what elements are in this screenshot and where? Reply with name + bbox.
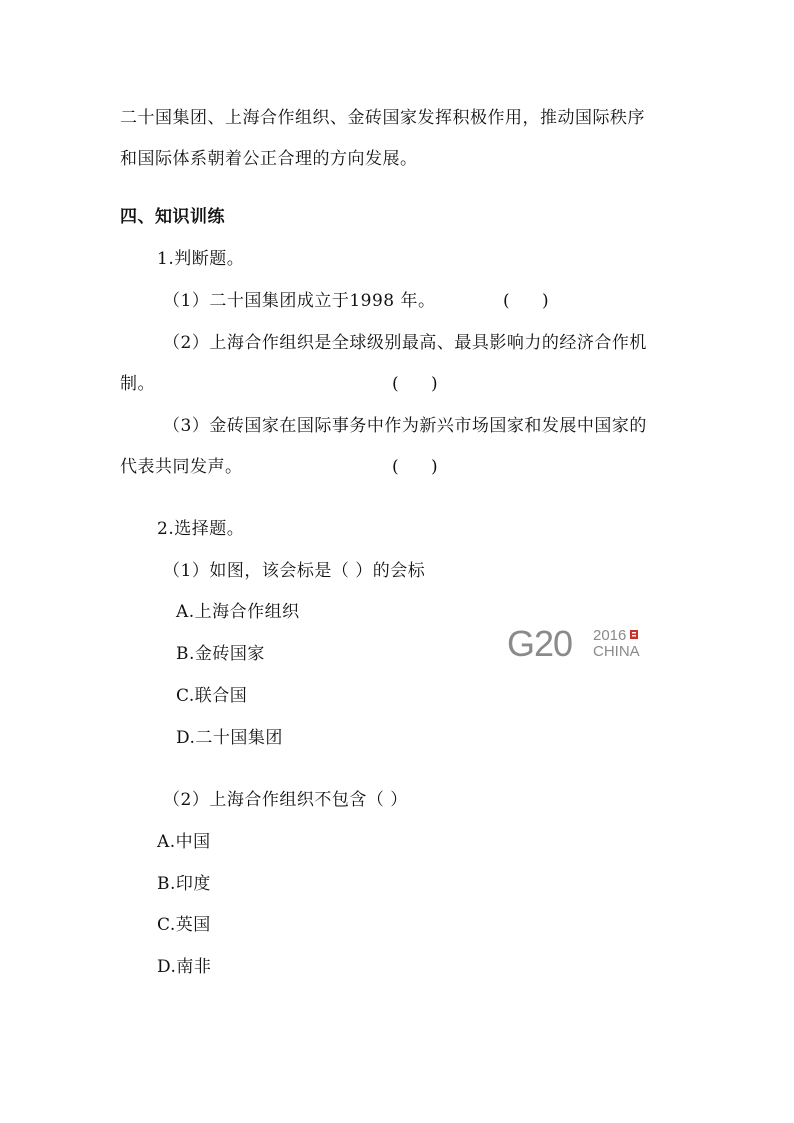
judge-title: 1.判断题。 — [157, 249, 245, 269]
choice-q1-option-a[interactable]: A.上海合作组织 — [176, 602, 300, 622]
g20-2016-china-logo — [497, 622, 657, 662]
judge-q3-line-2: 代表共同发声。 — [120, 457, 243, 477]
logo-country-text: CHINA — [593, 643, 640, 660]
logo-main-text: G20 — [507, 623, 573, 662]
judge-q2-line-2: 制。 — [120, 374, 155, 394]
choice-title: 2.选择题。 — [157, 519, 245, 539]
judge-q2-answer-blank[interactable]: ( ) — [392, 374, 438, 394]
choice-q1-option-b[interactable]: B.金砖国家 — [176, 644, 265, 664]
intro-line-2: 和国际体系朝着公正合理的方向发展。 — [120, 149, 418, 169]
choice-q2-option-b[interactable]: B.印度 — [157, 874, 211, 894]
judge-q1-text: （1）二十国集团成立于1998 年。 — [163, 291, 436, 311]
section-heading: 四、知识训练 — [120, 207, 225, 227]
choice-q1-option-c[interactable]: C.联合国 — [176, 686, 248, 706]
judge-q2-line-1: （2）上海合作组织是全球级别最高、最具影响力的经济合作机 — [163, 333, 647, 353]
choice-q1-option-d[interactable]: D.二十国集团 — [176, 728, 283, 748]
choice-q1-stem: （1）如图，该会标是（ ）的会标 — [163, 561, 426, 581]
judge-q3-answer-blank[interactable]: ( ) — [392, 457, 438, 477]
choice-q2-option-c[interactable]: C.英国 — [157, 915, 211, 935]
intro-line-1: 二十国集团、上海合作组织、金砖国家发挥积极作用，推动国际秩序 — [120, 108, 645, 128]
judge-q3-line-1: （3）金砖国家在国际事务中作为新兴市场国家和发展中国家的 — [163, 416, 647, 436]
choice-q2-option-a[interactable]: A.中国 — [157, 832, 211, 852]
choice-q2-stem: （2）上海合作组织不包含（ ） — [163, 790, 408, 810]
choice-q2-option-d[interactable]: D.南非 — [157, 957, 212, 977]
logo-year-text: 2016 — [593, 627, 627, 644]
judge-q1-answer-blank[interactable]: ( ) — [503, 291, 549, 311]
logo-emblem-icon — [630, 630, 638, 639]
